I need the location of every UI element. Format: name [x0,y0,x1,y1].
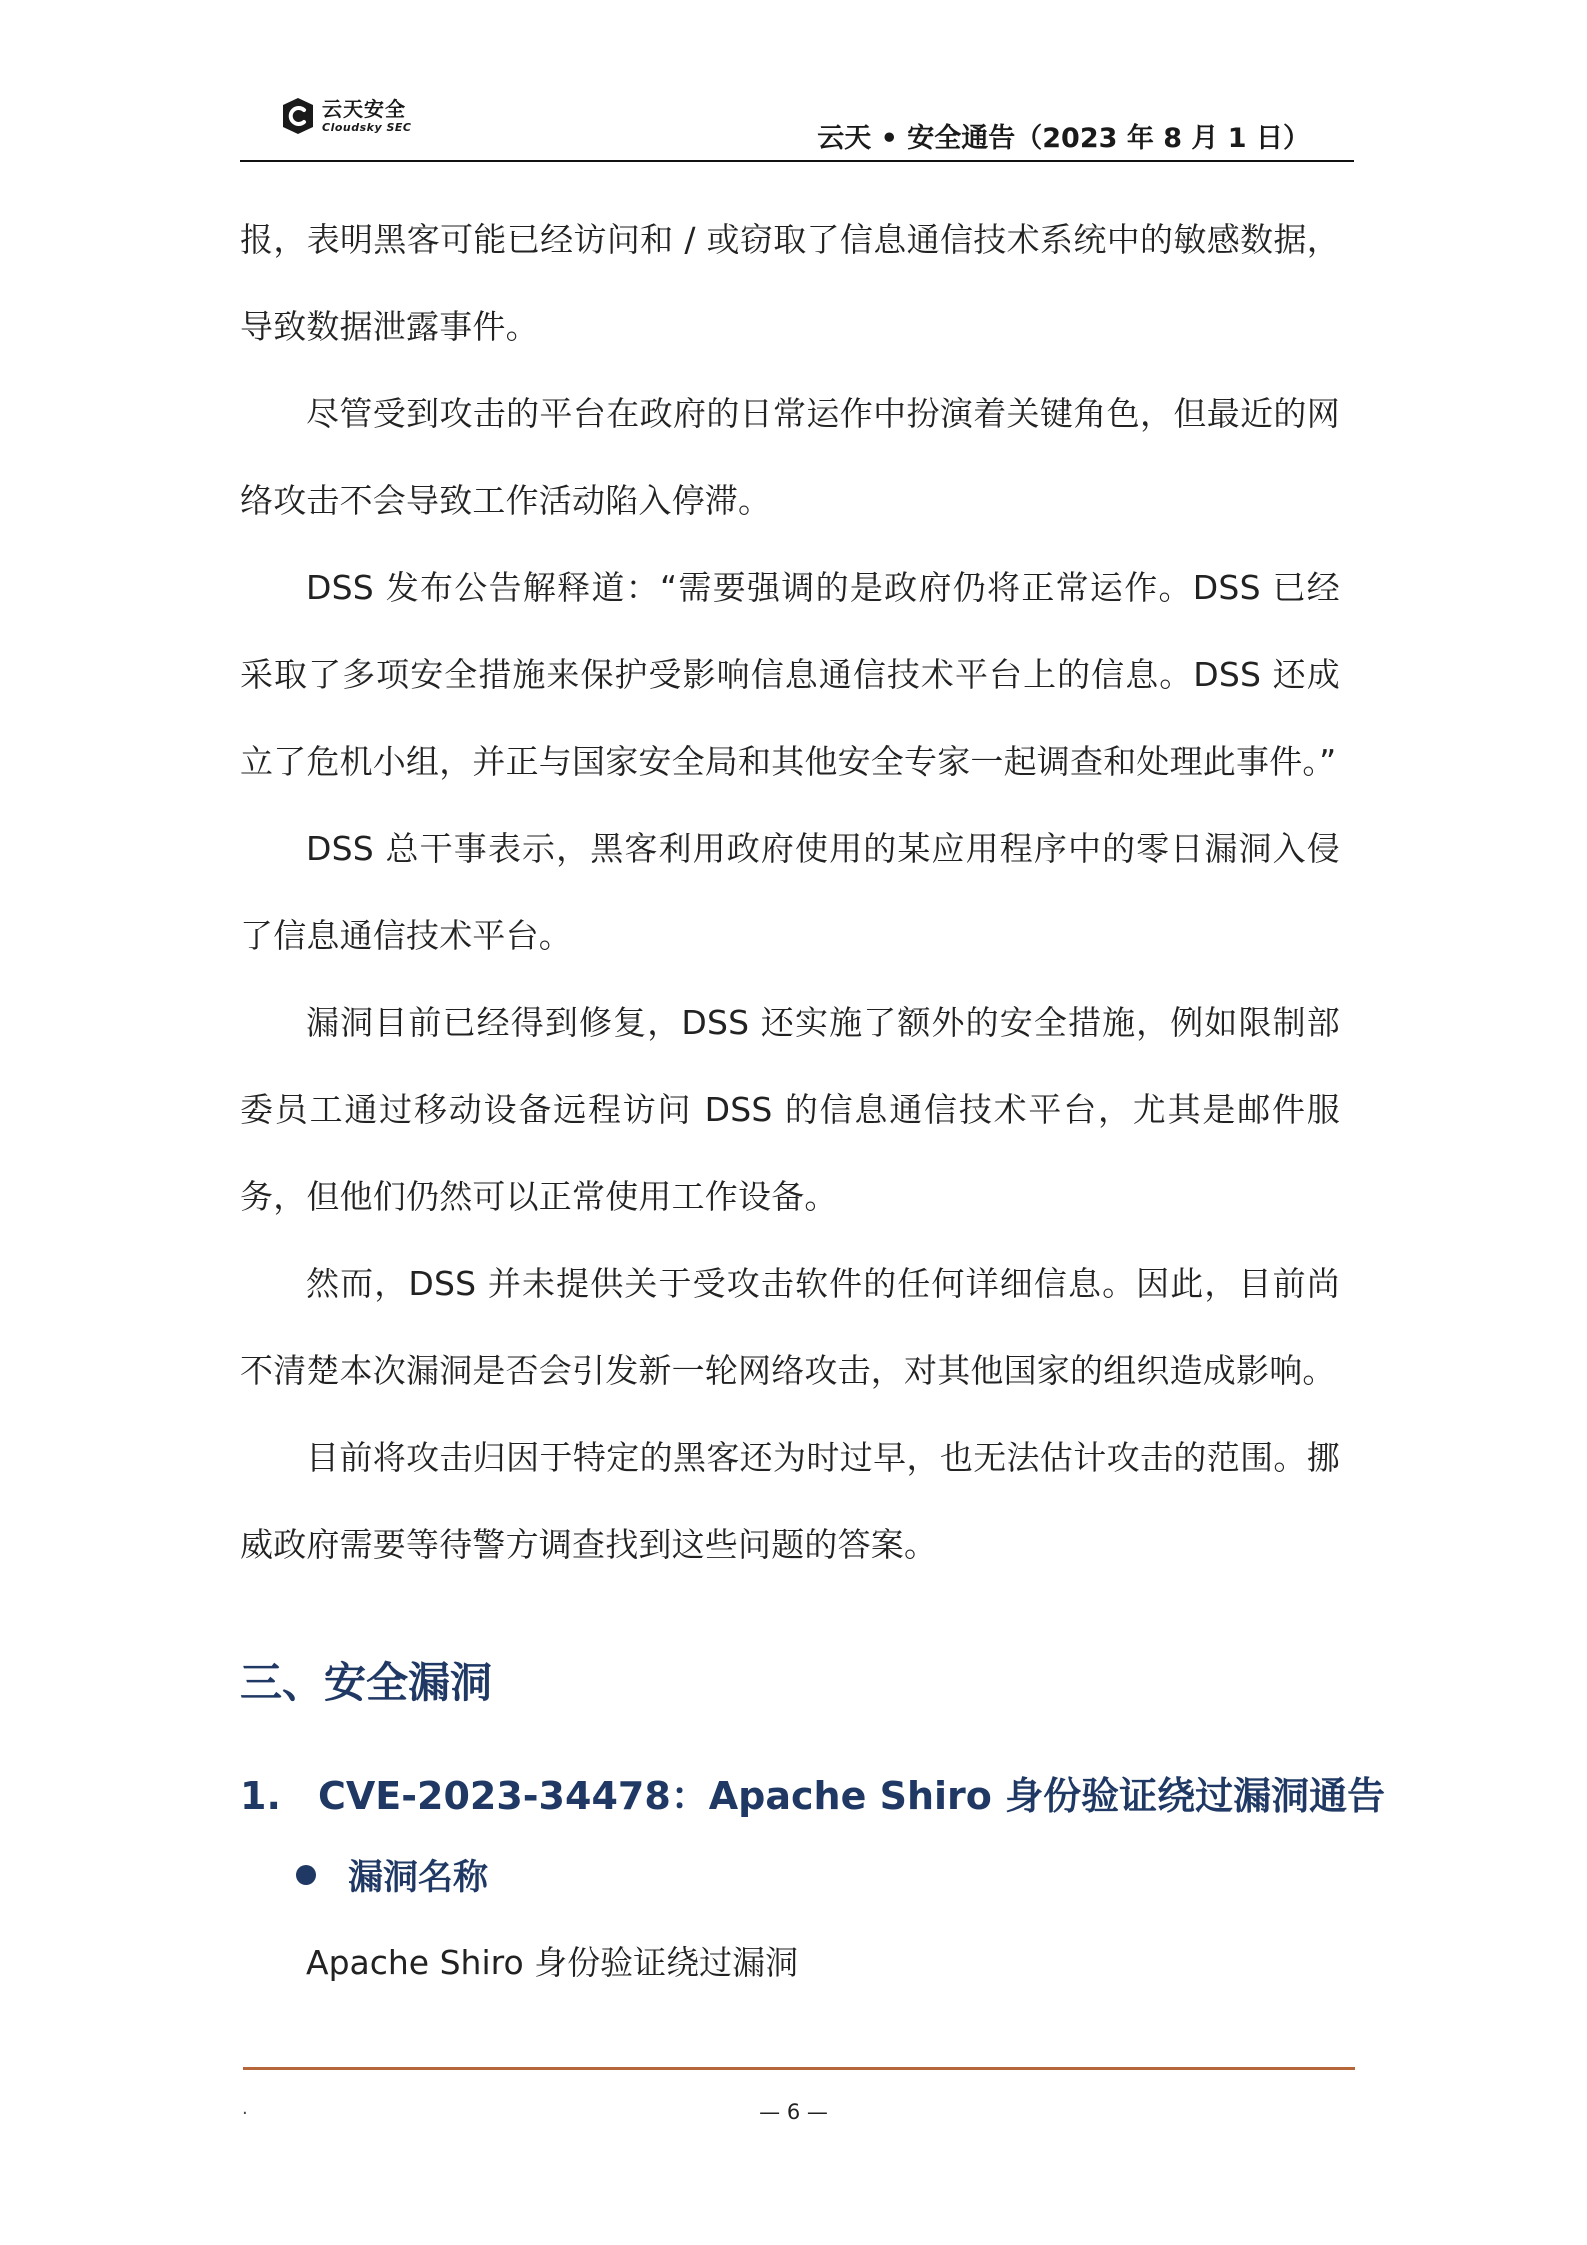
logo-wordmark [322,99,411,133]
subsection-title: CVE-2023-34478：Apache Shiro 身份验证绕过漏洞通告 [318,1774,1386,1818]
body-paragraph: 漏洞目前已经得到修复，DSS 还实施了额外的安全措施，例如限制部委员工通过移动设备远程访问 DSS 的信息通信技术平台，尤其是邮件服务，但他们仍然可以正常使用工作设备。 [240,1003,1340,1216]
page-header [240,92,1354,160]
body-paragraph: 报，表明黑客可能已经访问和 / 或窃取了信息通信技术系统中的敏感数据，导致数据泄露事件。 [240,220,1340,346]
body-paragraph: DSS 总干事表示，黑客利用政府使用的某应用程序中的零日漏洞入侵了信息通信技术平台。 [240,829,1340,955]
footer-mark: . [242,2098,248,2119]
footer-divider [243,2067,1355,2070]
body-paragraph: 尽管受到攻击的平台在政府的日常运作中扮演着关键角色，但最近的网络攻击不会导致工作活动陷入停滞。 [240,394,1340,520]
body-paragraph: 然而，DSS 并未提供关于受攻击软件的任何详细信息。因此，目前尚不清楚本次漏洞是否会引发新一轮网络攻击，对其他国家的组织造成影响。 [240,1264,1340,1390]
bullet-dot-icon [296,1865,316,1885]
bulletin-title: 云天 • 安全通告（2023 年 8 月 1 日） [817,123,1310,154]
section-heading: 三、安全漏洞 [240,1658,493,1707]
body-paragraph: DSS 发布公告解释道：“需要强调的是政府仍将正常运作。DSS 已经采取了多项安全措施来保护受影响信息通信技术平台上的信息。DSS 还成立了危机小组，并正与国家安全局和其他安全专家一起调查和处理此事件。” [240,568,1340,781]
subsection-heading [240,1765,1385,1820]
vulnerability-name: Apache Shiro 身份验证绕过漏洞 [306,1943,799,1982]
logo-name-en: Cloudsky SEC [322,121,412,134]
bullet-item [296,1850,488,1900]
bullet-title: 漏洞名称 [348,1858,489,1898]
body-paragraph: 目前将攻击归因于特定的黑客还为时过早，也无法估计攻击的范围。挪威政府需要等待警方调查找到这些问题的答案。 [240,1438,1340,1564]
page-number: — 6 — [759,2100,828,2124]
header-divider [240,160,1354,162]
company-logo [280,96,411,136]
cloudsky-logo-icon [280,96,316,136]
subsection-number: 1. [240,1774,281,1818]
logo-name-cn: 云天安全 [322,97,406,121]
